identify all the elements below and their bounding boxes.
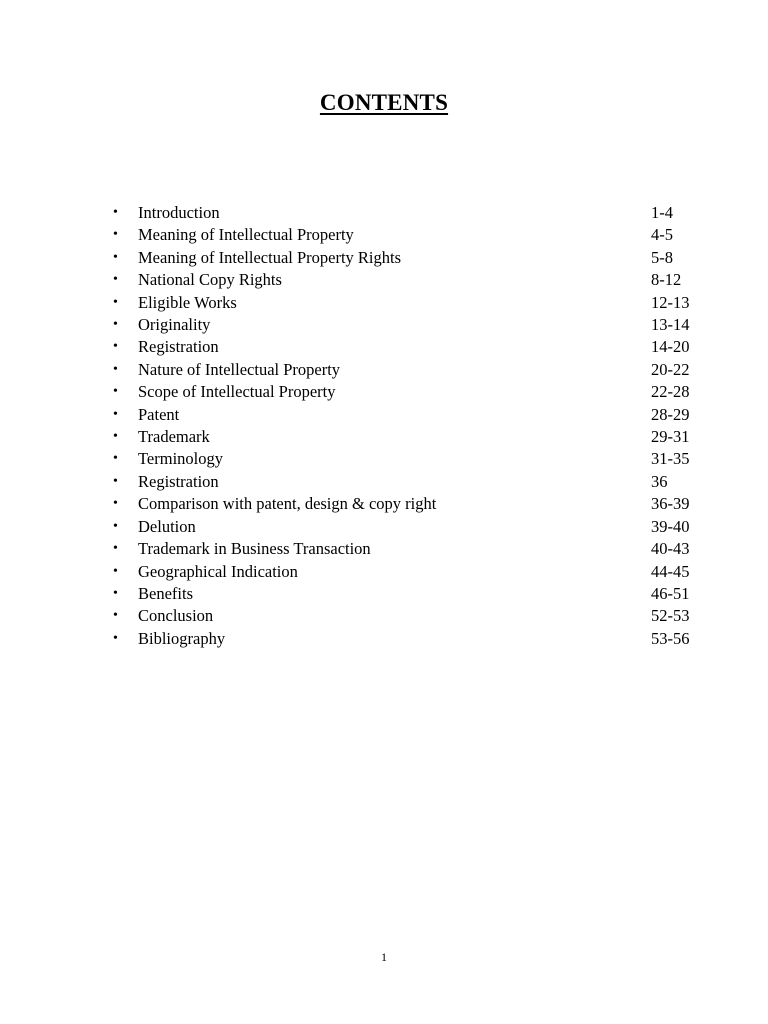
contents-entry bbox=[113, 224, 473, 246]
bullet-icon: • bbox=[113, 249, 118, 265]
page-range: 13-14 bbox=[651, 315, 690, 335]
contents-entry bbox=[113, 247, 473, 269]
page-range: 22-28 bbox=[651, 382, 690, 402]
contents-entry bbox=[113, 269, 473, 291]
entry-title: Meaning of Intellectual Property Rights bbox=[138, 247, 402, 267]
bullet-icon: • bbox=[113, 384, 118, 400]
entry-title: Nature of Intellectual Property bbox=[138, 359, 341, 379]
entry-title: Patent bbox=[138, 404, 180, 424]
contents-entry bbox=[113, 381, 473, 403]
entry-title: Trademark in Business Transaction bbox=[138, 539, 371, 559]
bullet-icon: • bbox=[113, 518, 118, 534]
page-range: 44-45 bbox=[651, 561, 690, 581]
contents-entry bbox=[113, 493, 473, 515]
contents-entry bbox=[113, 404, 473, 426]
page-range: 39-40 bbox=[651, 516, 690, 536]
entry-title: Eligible Works bbox=[138, 292, 237, 312]
contents-entry bbox=[113, 605, 473, 627]
entry-title: Bibliography bbox=[138, 628, 226, 648]
contents-entry bbox=[113, 202, 473, 224]
bullet-icon: • bbox=[113, 227, 118, 243]
page-range: 5-8 bbox=[651, 247, 673, 267]
page-range: 31-35 bbox=[651, 449, 690, 469]
page-range: 36-39 bbox=[651, 494, 690, 514]
contents-entry bbox=[113, 628, 473, 650]
entry-title: Conclusion bbox=[138, 606, 214, 626]
contents-entry bbox=[113, 583, 473, 605]
entry-title: Terminology bbox=[138, 449, 223, 469]
contents-entry bbox=[113, 426, 473, 448]
bullet-icon: • bbox=[113, 205, 118, 220]
entry-title: Benefits bbox=[138, 583, 193, 603]
entry-title: Delution bbox=[138, 516, 196, 536]
bullet-icon: • bbox=[113, 429, 118, 445]
bullet-icon: • bbox=[113, 339, 118, 355]
contents-entry bbox=[113, 314, 473, 336]
bullet-icon: • bbox=[113, 630, 118, 646]
bullet-icon: • bbox=[113, 563, 118, 579]
page-range: 8-12 bbox=[651, 270, 682, 290]
page-range: 28-29 bbox=[651, 404, 690, 424]
bullet-icon: • bbox=[113, 473, 118, 489]
bullet-icon: • bbox=[113, 608, 118, 624]
entry-title: Meaning of Intellectual Property bbox=[138, 225, 354, 245]
page-range: 29-31 bbox=[651, 427, 690, 447]
page-range: 12-13 bbox=[651, 292, 690, 312]
page-range: 4-5 bbox=[651, 225, 673, 245]
bullet-icon: • bbox=[113, 451, 118, 467]
entry-title: Registration bbox=[138, 337, 219, 357]
page-range: 14-20 bbox=[651, 337, 690, 357]
entry-title: Originality bbox=[138, 315, 211, 335]
page-range: 46-51 bbox=[651, 583, 690, 603]
bullet-icon: • bbox=[113, 496, 118, 512]
contents-entry bbox=[113, 336, 473, 358]
contents-entry bbox=[113, 292, 473, 314]
bullet-icon: • bbox=[113, 294, 118, 310]
entry-title: Comparison with patent, design & copy right bbox=[138, 494, 437, 514]
contents-list bbox=[113, 202, 473, 650]
entry-title: Registration bbox=[138, 471, 219, 491]
page-range: 53-56 bbox=[651, 628, 690, 648]
page-range: 36 bbox=[651, 471, 668, 491]
bullet-icon: • bbox=[113, 585, 118, 601]
page-range: 52-53 bbox=[651, 606, 690, 626]
entry-title: Scope of Intellectual Property bbox=[138, 382, 336, 402]
entry-title: National Copy Rights bbox=[138, 270, 282, 290]
page-title: CONTENTS bbox=[319, 90, 449, 115]
bullet-icon: • bbox=[113, 272, 118, 288]
page-range-list bbox=[651, 202, 731, 650]
page-range: 1-4 bbox=[651, 203, 673, 222]
contents-entry bbox=[113, 561, 473, 583]
contents-entry bbox=[113, 448, 473, 470]
entry-title: Geographical Indication bbox=[138, 561, 298, 581]
bullet-icon: • bbox=[113, 361, 118, 377]
page-range: 20-22 bbox=[651, 359, 690, 379]
page-range: 40-43 bbox=[651, 539, 690, 559]
contents-entry bbox=[113, 359, 473, 381]
contents-entry bbox=[113, 538, 473, 560]
entry-title: Introduction bbox=[138, 203, 220, 222]
entry-title: Trademark bbox=[138, 427, 210, 447]
contents-entry bbox=[113, 516, 473, 538]
bullet-icon: • bbox=[113, 317, 118, 333]
contents-entry bbox=[113, 471, 473, 493]
page-number: 1 bbox=[381, 950, 387, 964]
bullet-icon: • bbox=[113, 541, 118, 557]
bullet-icon: • bbox=[113, 406, 118, 422]
